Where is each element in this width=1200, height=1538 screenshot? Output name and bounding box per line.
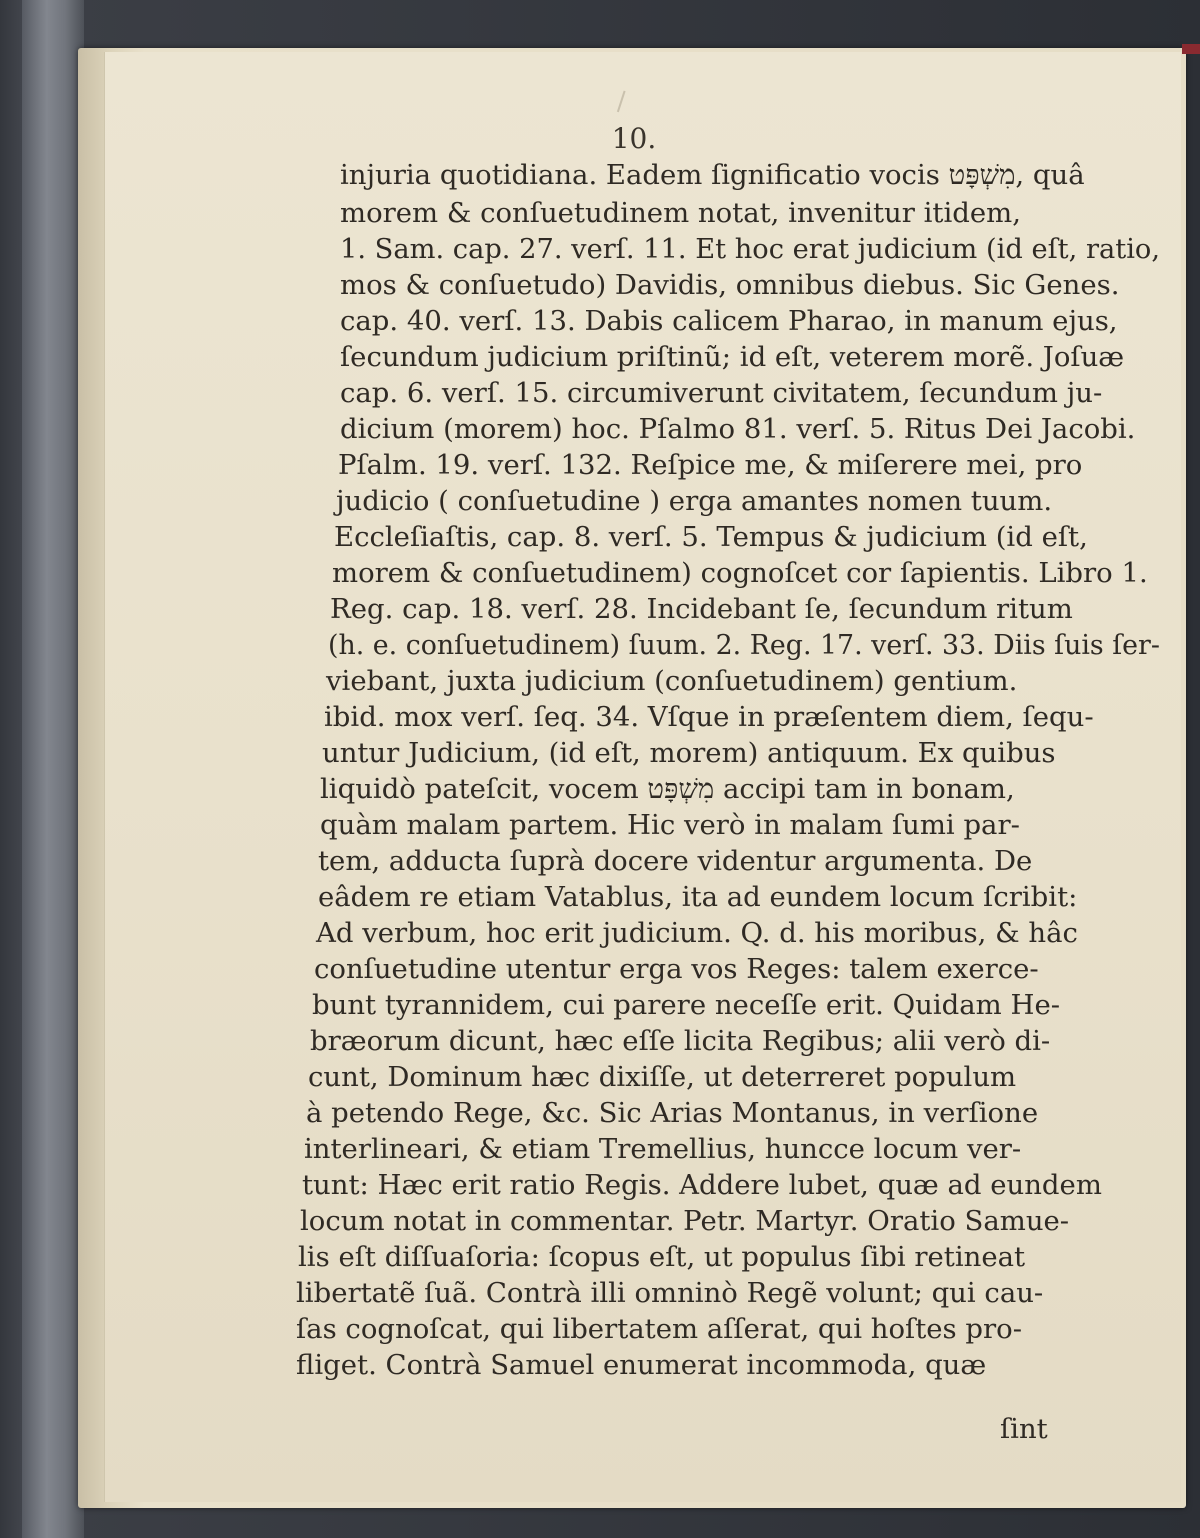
text-line: quàm malam partem. Hic verò in malam ſumi par-	[320, 809, 1020, 841]
text-line: tunt: Hæc erit ratio Regis. Addere lubet, quæ ad eundem	[302, 1169, 1102, 1201]
text-line: liquidò pateſcit, vocem מִשְׁפָּט accipi tam in bonam,	[320, 773, 1015, 805]
text-line: Eccleſiaſtis, cap. 8. verſ. 5. Tempus & judicium (id eſt,	[334, 521, 1088, 553]
text-line: cap. 6. verſ. 15. circumiverunt civitatem, ſecundum ju-	[340, 377, 1103, 409]
text-line: mos & conſuetudo) Davidis, omnibus diebus. Sic Genes.	[340, 269, 1120, 301]
text-line: eâdem re etiam Vatablus, ita ad eundem locum ſcribit:	[318, 881, 1078, 913]
catchword: ſint	[1000, 1413, 1048, 1445]
text-line: bunt tyrannidem, cui parere neceſſe erit. Quidam He-	[312, 989, 1061, 1021]
text-line: locum notat in commentar. Petr. Martyr. Oratio Samue-	[300, 1205, 1070, 1237]
text-line: ſecundum judicium priſtinũ; id eſt, veterem morẽ. Joſuæ	[340, 341, 1125, 373]
text-line: judicio ( conſuetudine ) erga amantes nomen tuum.	[336, 485, 1053, 517]
text-line: libertatẽ ſuã. Contrà illi omninò Regẽ volunt; qui cau-	[296, 1277, 1044, 1309]
text-line: bræorum dicunt, hæc eſſe licita Regibus; alii verò di-	[310, 1025, 1051, 1057]
text-line: lis eſt diſſuaſoria: ſcopus eſt, ut populus ſibi retineat	[298, 1241, 1026, 1273]
text-line: dicium (morem) hoc. Pſalmo 81. verſ. 5. Ritus Dei Jacobi.	[340, 413, 1136, 445]
text-line: cunt, Dominum hæc dixiſſe, ut deterreret populum	[308, 1061, 1017, 1093]
text-line: conſuetudine utentur erga vos Reges: talem exerce-	[314, 953, 1039, 985]
text-line: morem & conſuetudinem notat, invenitur itidem,	[340, 197, 1021, 229]
text-line: injuria quotidiana. Eadem ſignificatio vocis מִשְׁפָּט, quâ	[340, 159, 1085, 191]
text-line: ibid. mox verſ. ſeq. 34. Vſque in præſentem diem, ſequ-	[324, 701, 1094, 733]
text-line: 1. Sam. cap. 27. verſ. 11. Et hoc erat judicium (id eſt, ratio,	[340, 233, 1161, 265]
text-line: ſas cognoſcat, qui libertatem aſſerat, qui hoſtes pro-	[296, 1313, 1022, 1345]
text-line: Pſalm. 19. verſ. 132. Reſpice me, & miſerere mei, pro	[338, 449, 1083, 481]
text-line: fliget. Contrà Samuel enumerat incommoda, quæ	[296, 1349, 987, 1381]
text-line: cap. 40. verſ. 13. Dabis calicem Pharao, in manum ejus,	[340, 305, 1118, 337]
text-line: untur Judicium, (id eſt, morem) antiquum. Ex quibus	[322, 737, 1056, 769]
text-line: interlineari, & etiam Tremellius, huncce locum ver-	[304, 1133, 1022, 1165]
text-line: tem, adducta ſuprà docere videntur argumenta. De	[318, 845, 1033, 877]
text-line: Reg. cap. 18. verſ. 28. Incidebant ſe, ſecundum ritum	[330, 593, 1073, 625]
text-line: Ad verbum, hoc erit judicium. Q. d. his moribus, & hâc	[316, 917, 1078, 949]
text-line: morem & conſuetudinem) cognoſcet cor ſapientis. Libro 1.	[332, 557, 1148, 589]
text-line: à petendo Rege, &c. Sic Arias Montanus, in verſione	[306, 1097, 1039, 1129]
text-line: (h. e. conſuetudinem) ſuum. 2. Reg. 17. verſ. 33. Diis ſuis ſer-	[328, 629, 1160, 661]
page-number: 10.	[611, 122, 657, 155]
text-line: viebant, juxta judicium (conſuetudinem) gentium.	[326, 665, 1018, 697]
